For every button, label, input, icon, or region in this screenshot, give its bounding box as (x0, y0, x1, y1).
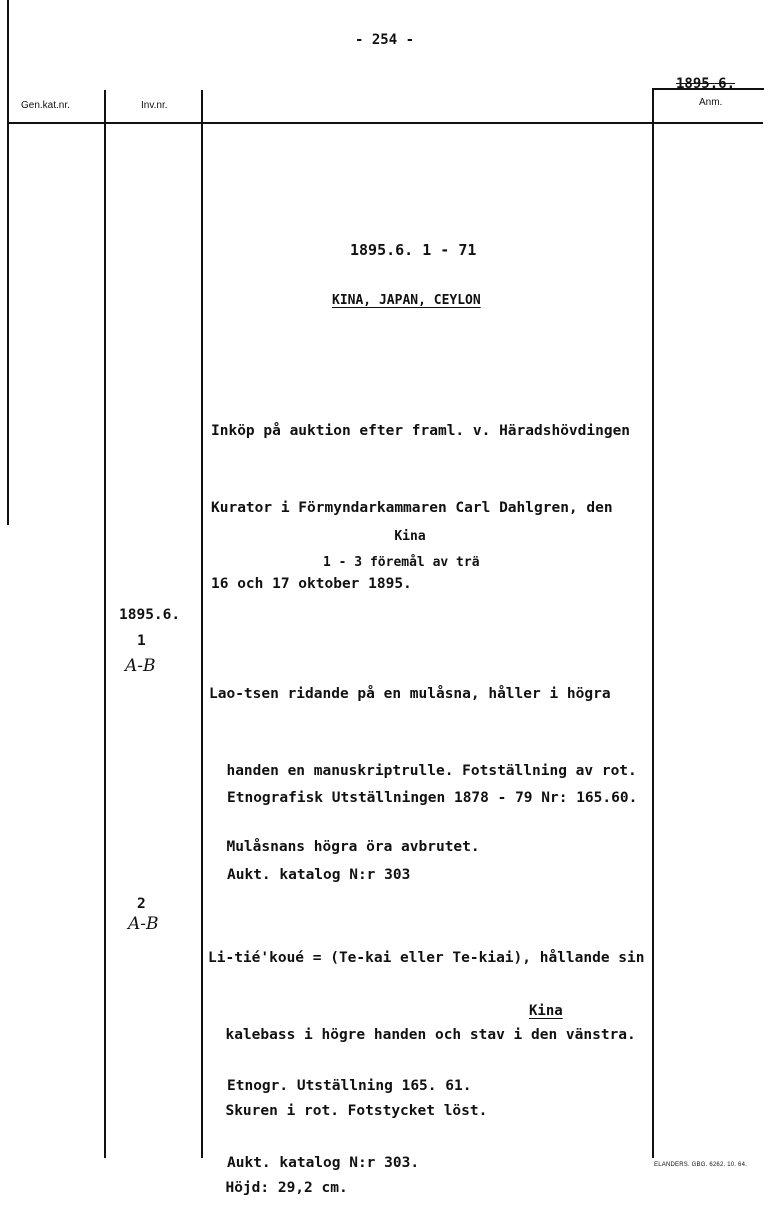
entry-line: Skuren i rot. Fotstycket löst. (208, 1103, 488, 1119)
page-number: - 254 - (355, 32, 415, 48)
section-country: Kina (394, 529, 426, 544)
column-divider-gen-inv (104, 90, 106, 1158)
entry-2-references (227, 1023, 471, 1202)
left-margin-rule (7, 0, 9, 525)
printer-imprint: ELANDERS. GBG. 6262. 10. 64. (654, 1162, 747, 1168)
collection-range: 1895.6. 1 - 71 (350, 241, 477, 259)
entry-line: Li-tié'koué = (Te-kai eller Te-kiai), hållande sin (208, 950, 645, 966)
entry-1-references (227, 735, 637, 914)
entry-1-inv-prefix: 1895.6. (119, 607, 181, 623)
entry-line: Mulåsnans högra öra avbrutet. (209, 839, 480, 855)
reference-line: Etnografisk Utställningen 1878 - 79 Nr: 165.60. (227, 790, 638, 806)
entry-line: kalebass i högre handen och stav i den vänstra. (208, 1026, 636, 1043)
column-divider-inv-text (201, 90, 203, 1158)
entry-2-parts-annotation: A-B (128, 914, 159, 934)
entry-2-origin: Kina (529, 1003, 563, 1019)
accession-reference: 1895.6. (676, 76, 736, 92)
entry-line: Lao-tsen ridande på en mulåsna, håller i högra (209, 686, 611, 702)
header-bottom-rule (8, 122, 763, 124)
column-header-inv: Inv.nr. (141, 100, 168, 111)
intro-paragraph (211, 368, 630, 623)
intro-line: Inköp på auktion efter framl. v. Häradshövdingen (211, 423, 631, 439)
column-divider-text-anm (652, 90, 654, 1158)
reference-line: Aukt. katalog N:r 303. (227, 1154, 420, 1171)
column-header-gen-kat: Gen.kat.nr. (21, 100, 70, 111)
entry-line: handen en manuskriptrulle. Fotställning av rot. (209, 762, 637, 779)
entry-1-parts-annotation: A-B (125, 656, 156, 676)
intro-line: 16 och 17 oktober 1895. (211, 576, 412, 592)
reference-line: Etnogr. Utställning 165. 61. (227, 1078, 472, 1094)
column-header-anm: Anm. (699, 97, 723, 108)
region-title: KINA, JAPAN, CEYLON (332, 293, 481, 308)
reference-line: Aukt. katalog N:r 303 (227, 866, 411, 883)
section-subtitle: 1 - 3 föremål av trä (323, 555, 480, 570)
entry-line: Höjd: 29,2 cm. (208, 1179, 348, 1196)
intro-line: Kurator i Förmyndarkammaren Carl Dahlgren, den (211, 499, 613, 516)
entry-1-number: 1 (137, 633, 146, 649)
entry-2-number: 2 (137, 896, 146, 912)
